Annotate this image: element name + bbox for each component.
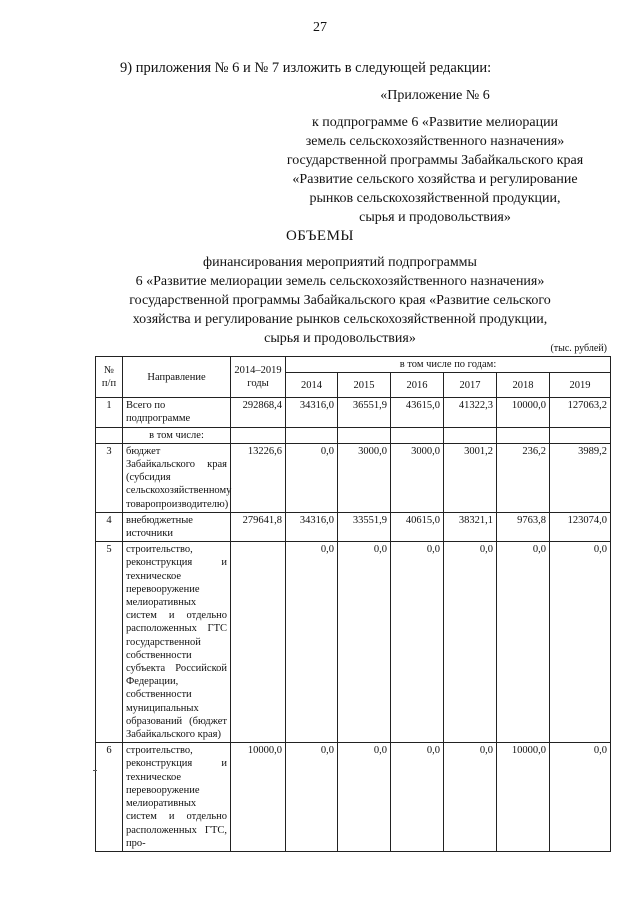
appendix-line: сырья и продовольствия» (359, 210, 511, 225)
header-year: 2019 (550, 373, 611, 398)
row-value: 0,0 (444, 542, 497, 743)
appendix-line: государственной программы Забайкальского края (286, 153, 584, 168)
subtitle-line: сырья и продовольствия» (264, 331, 416, 346)
row-value: 3000,0 (338, 443, 391, 512)
table-row (96, 398, 611, 427)
row-direction: Всего по подпрограмме (123, 398, 231, 427)
row-num: 6 (96, 743, 123, 852)
subtitle-line: 6 «Развитие мелиорации земель сельскохозяйственного назначения» (135, 274, 545, 289)
header-year: 2016 (391, 373, 444, 398)
row-value: 41322,3 (444, 398, 497, 427)
row-value: 3989,2 (550, 443, 611, 512)
appendix-block (250, 86, 620, 227)
table-row (96, 743, 611, 852)
row-value: 0,0 (286, 743, 338, 852)
row-num: 1 (96, 398, 123, 427)
row-value: 0,0 (391, 542, 444, 743)
row-total (231, 542, 286, 743)
row-value: 9763,8 (497, 512, 550, 541)
row-total: 13226,6 (231, 443, 286, 512)
appendix-line: к подпрограмме 6 «Развитие мелиорации (311, 115, 559, 130)
row-value: 0,0 (391, 743, 444, 852)
row-direction: строительство, реконструкция и техническое перевооружение мелиоративных систем и отдельно расположенных ГТС, про- (123, 743, 231, 852)
row-value: 0,0 (550, 542, 611, 743)
row-value: 0,0 (286, 443, 338, 512)
units-note: (тыс. рублей) (550, 343, 607, 354)
header-year: 2018 (497, 373, 550, 398)
row-direction: строительство, реконструкция и техническое перевооружение мелиоративных систем и отдельно расположенных ГТС государственной собственности субъекта Российской Федерации, собственности муниципальных образований (бюджет Забайкальского края) (123, 542, 231, 743)
table-row (96, 512, 611, 541)
row-value: 34316,0 (286, 512, 338, 541)
subheader-text: в том числе: (123, 427, 231, 443)
financing-table (95, 356, 611, 852)
page-number: 27 (313, 20, 327, 35)
margin-mark (93, 770, 97, 771)
subtitle-line: финансирования мероприятий подпрограммы (203, 255, 477, 270)
row-value: 127063,2 (550, 398, 611, 427)
row-num: 5 (96, 542, 123, 743)
document-subtitle (80, 253, 600, 348)
row-value: 0,0 (338, 542, 391, 743)
row-value: 43615,0 (391, 398, 444, 427)
header-total: 2014–2019 годы (231, 357, 286, 398)
row-value: 0,0 (444, 743, 497, 852)
appendix-line: рынков сельскохозяйственной продукции, (309, 191, 561, 206)
row-direction: внебюджетные источники (123, 512, 231, 541)
row-direction: бюджет Забайкальского края (субсидия сельскохозяйственному товаропроизводителю) (123, 443, 231, 512)
row-value: 3001,2 (444, 443, 497, 512)
table-row (96, 542, 611, 743)
row-value: 34316,0 (286, 398, 338, 427)
row-total: 279641,8 (231, 512, 286, 541)
header-year: 2017 (444, 373, 497, 398)
document-heading: ОБЪЕМЫ (285, 228, 355, 244)
subtitle-line: хозяйства и регулирование рынков сельскохозяйственной продукции, (132, 312, 548, 327)
row-total: 10000,0 (231, 743, 286, 852)
appendix-line: земель сельскохозяйственного назначения» (305, 134, 565, 149)
row-value: 0,0 (550, 743, 611, 852)
header-num: № п/п (96, 357, 123, 398)
appendix-title: «Приложение № 6 (380, 88, 490, 103)
row-value: 3000,0 (391, 443, 444, 512)
row-total: 292868,4 (231, 398, 286, 427)
row-value: 0,0 (497, 542, 550, 743)
table-subheader-row (96, 427, 611, 443)
table-header-row (96, 357, 611, 373)
row-value: 33551,9 (338, 512, 391, 541)
row-value: 123074,0 (550, 512, 611, 541)
row-value: 40615,0 (391, 512, 444, 541)
header-direction: Направление (123, 357, 231, 398)
row-value: 0,0 (286, 542, 338, 743)
row-num: 3 (96, 443, 123, 512)
row-value: 10000,0 (497, 398, 550, 427)
header-year: 2015 (338, 373, 391, 398)
row-value: 10000,0 (497, 743, 550, 852)
row-value: 38321,1 (444, 512, 497, 541)
row-value: 0,0 (338, 743, 391, 852)
header-year: 2014 (286, 373, 338, 398)
row-value: 36551,9 (338, 398, 391, 427)
intro-text: 9) приложения № 6 и № 7 изложить в следующей редакции: (120, 60, 492, 76)
header-years-group: в том числе по годам: (286, 357, 611, 373)
table-row (96, 443, 611, 512)
row-num: 4 (96, 512, 123, 541)
subtitle-line: государственной программы Забайкальского края «Развитие сельского (129, 293, 551, 308)
appendix-line: «Развитие сельского хозяйства и регулирование (292, 172, 578, 187)
row-value: 236,2 (497, 443, 550, 512)
